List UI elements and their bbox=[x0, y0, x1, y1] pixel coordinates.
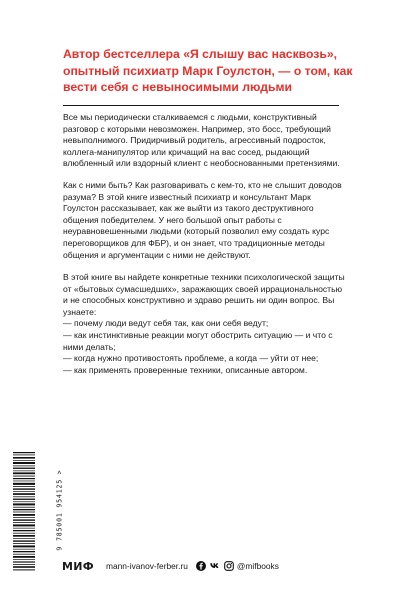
instagram-icon[interactable] bbox=[224, 561, 234, 571]
paragraph-author: Как с ними быть? Как разговаривать с кем-то, кто не слышит доводов разума? В этой книге известный психиатр и консультант Марк Гоулстон рассказывает, как же выйти из такого деструктивного общения победителем. У него большой опыт работы с неуравновешенными людьми (который позволил ему создать курс переговорщиков для ФБР), и он знает, что традиционные методы общения и аргументации с ними не действуют. bbox=[63, 180, 342, 260]
isbn-lead: 9 bbox=[55, 545, 64, 551]
list-item: — когда нужно противостоять проблеме, а когда — уйти от нее; bbox=[63, 353, 319, 364]
social-handle[interactable]: @mifbooks bbox=[236, 561, 279, 571]
isbn-tail: > bbox=[55, 469, 64, 475]
divider bbox=[63, 105, 339, 106]
headline: Автор бестселлера «Я слышу вас насквозь», опытный психиатр Марк Гоулстон, — о том, как вести себя с невыносимыми людьми bbox=[63, 47, 353, 94]
list-item: — как применять проверенные техники, описанные автором. bbox=[63, 364, 308, 375]
learn-list bbox=[63, 318, 348, 376]
isbn-digits bbox=[56, 449, 68, 572]
website-link[interactable]: mann-ivanov-ferber.ru bbox=[105, 561, 188, 571]
social-links bbox=[196, 561, 234, 571]
paragraph-learn bbox=[63, 272, 348, 376]
list-item: — почему люди ведут себя так, как они себя ведут; bbox=[63, 318, 269, 329]
facebook-icon[interactable] bbox=[196, 561, 206, 571]
isbn-group1: 785001 bbox=[55, 512, 64, 542]
publisher-logo[interactable] bbox=[62, 560, 94, 573]
publisher-footer bbox=[62, 559, 279, 573]
isbn-barcode bbox=[13, 450, 35, 573]
paragraph-learn-text: В этой книге вы найдете конкретные техники психологической защиты от «бытовых сумасшедших», заражающих своей иррациональностью и не способных конструктивно и здраво решить ни один вопрос. Вы узнаете: bbox=[63, 272, 345, 317]
isbn-group2: 954125 bbox=[55, 478, 64, 508]
vk-icon[interactable] bbox=[210, 561, 220, 571]
publisher-logo-text: МИФ bbox=[62, 559, 94, 573]
paragraph-intro: Все мы периодически сталкиваемся с людьми, конструктивный разговор с которыми невозможен. Например, это босс, требующий невыполнимого. Придирчивый родитель, агрессивный подросток, коллега-манипулятор или кричащий на вас сосед, рыдающий влюбленный или вздорный клиент с необоснованными претензиями. bbox=[63, 112, 340, 169]
list-item: — как инстинктивные реакции могут обострить ситуацию — и что с ними делать; bbox=[63, 329, 333, 352]
